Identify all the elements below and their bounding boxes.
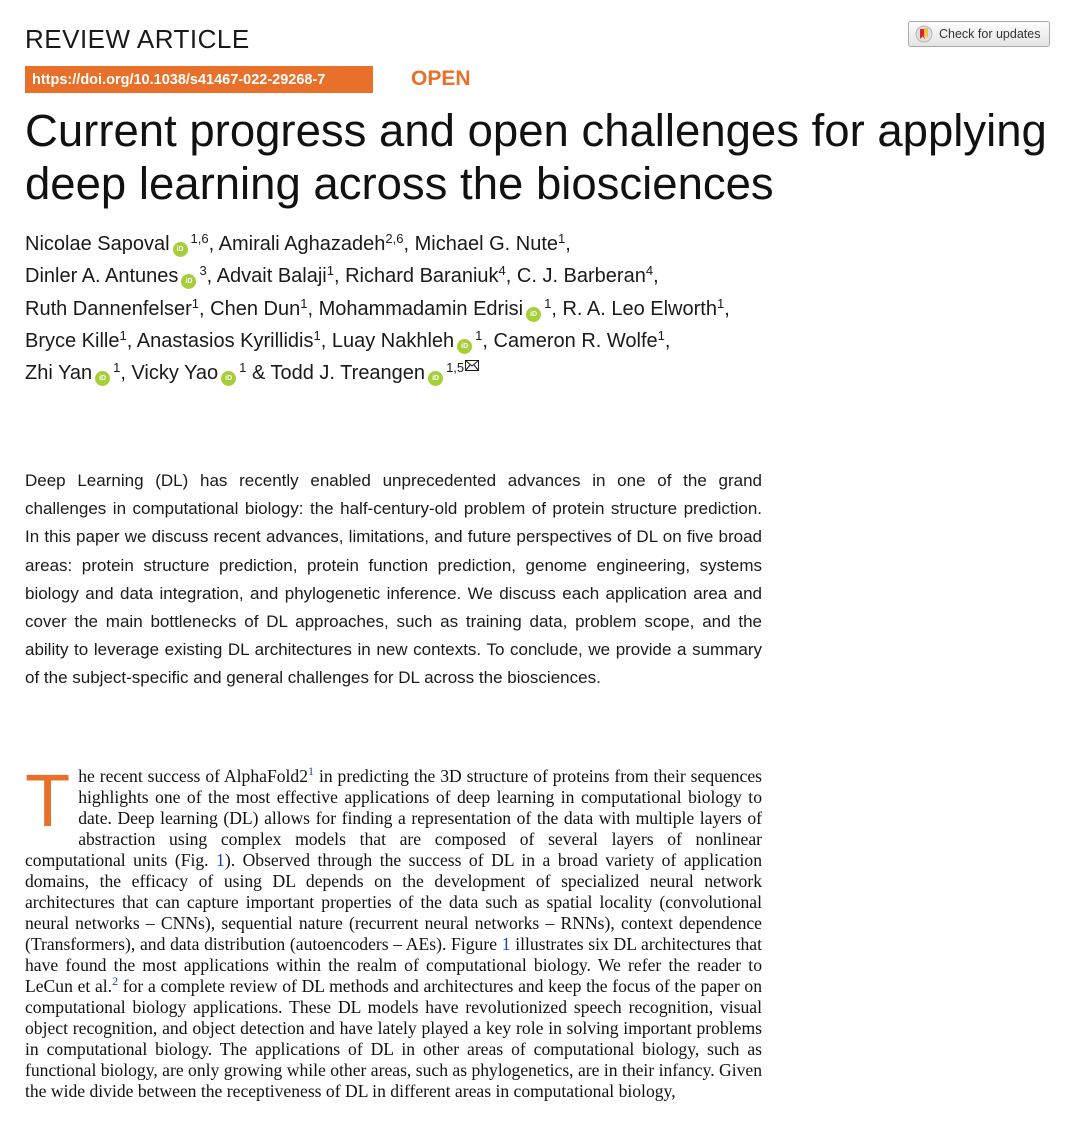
author-entry: [345, 265, 506, 287]
orcid-icon[interactable]: iD: [457, 339, 472, 354]
author-entry: [271, 362, 480, 384]
author-name[interactable]: Bryce Kille: [25, 329, 120, 352]
orcid-icon[interactable]: iD: [428, 371, 443, 386]
abstract: Deep Learning (DL) has recently enabled unprecedented advances in one of the grand challenges in computational biology: the half-century-old problem of protein structure prediction. In this paper we discuss recent advances, limitations, and future perspectives of DL on five broad areas: protein structure prediction, protein function prediction, genome engineering, systems biology and data integration, and phylogenetic inference. We discuss each application area and cover the main bottlenecks of DL approaches, such as training data, problem scope, and the ability to leverage existing DL architectures in new contexts. To conclude, we provide a summary of the subject-specific and general challenges for DL across the biosciences.: [25, 471, 762, 688]
author-entry: [517, 265, 653, 287]
author-entry: [25, 295, 200, 320]
author-affiliation: 1: [300, 295, 308, 311]
author-affiliation: 4: [498, 263, 506, 279]
author-name[interactable]: Nicolae Sapoval: [25, 233, 170, 255]
author-entry: [25, 233, 209, 255]
author-name[interactable]: R. A. Leo Elworth: [562, 297, 717, 320]
check-for-updates-label: Check for updates: [939, 27, 1041, 41]
author-entry: [562, 295, 725, 320]
author-name[interactable]: Ruth Dannenfelser: [25, 297, 192, 320]
author-name[interactable]: Chen Dun: [210, 297, 301, 320]
crossmark-icon: [915, 25, 933, 43]
drop-cap: T: [25, 759, 71, 842]
author-name[interactable]: Cameron R. Wolfe: [493, 329, 658, 352]
body-text-segment: ). Observed through the success of DL in a broad variety of application domains, the efficacy of using DL depends on the development of specialized neural network architectures that can capture important properties of the data such as spatial locality (convolutional neural networks – CNNs), sequential nature (recurrent neural networks – RNNs), context dependence (Transformers), and data distribution (autoencoders – AEs). Figure: [25, 850, 762, 954]
author-entry: [25, 265, 207, 287]
author-entry: [210, 295, 308, 320]
author-name[interactable]: Zhi Yan: [25, 362, 93, 385]
author-name[interactable]: Richard Baraniuk: [345, 265, 499, 288]
check-for-updates-button[interactable]: [908, 21, 1050, 47]
reference-link[interactable]: 1: [308, 764, 315, 778]
author-affiliation: 1: [558, 231, 566, 246]
author-affiliation: 2,6: [385, 231, 404, 246]
author-affiliation: 1,6: [190, 231, 209, 246]
author-affiliation: 1: [313, 327, 321, 343]
author-name[interactable]: Michael G. Nute: [414, 233, 558, 255]
author-entry: [415, 233, 566, 255]
doi-link[interactable]: https://doi.org/10.1038/s41467-022-29268-7: [25, 66, 373, 93]
orcid-icon[interactable]: iD: [95, 371, 110, 386]
author-name[interactable]: Todd J. Treangen: [270, 362, 426, 385]
author-entry: [25, 327, 127, 352]
email-icon[interactable]: [465, 360, 479, 371]
author-affiliation: 1: [716, 295, 725, 311]
body-paragraph: [25, 759, 762, 1102]
author-entry: [131, 362, 246, 384]
author-name[interactable]: Dinler A. Antunes: [25, 265, 179, 288]
author-affiliation: 1: [239, 360, 247, 376]
orcid-icon[interactable]: iD: [181, 274, 196, 289]
author-name[interactable]: Anastasios Kyrillidis: [136, 329, 314, 352]
author-affiliation: 4: [645, 263, 654, 279]
author-affiliation: 3: [199, 263, 207, 279]
figure-link[interactable]: 1: [216, 850, 225, 870]
author-entry: [331, 327, 483, 352]
author-affiliation: 1: [191, 295, 200, 311]
author-affiliation: 1,5: [446, 360, 465, 376]
figure-link[interactable]: 1: [501, 934, 511, 954]
author-entry: [25, 362, 120, 384]
article-type-label: REVIEW ARTICLE: [25, 24, 250, 54]
author-affiliation: 1: [657, 327, 665, 343]
author-affiliation: 1: [113, 360, 121, 376]
body-text-segment: for a complete review of DL methods and architectures and keep the focus of the paper on computational biology applications. These DL models have revolutionized speech recognition, visual object recognition, and object detection and have lately played a key role in solving important problems in computational biology. The applications of DL in other areas of computational biology, such as functional biology, are only growing while other areas, such as phylogenetics, are in their infancy. Given the wide divide between the receptiveness of DL in different areas in computational biology,: [25, 976, 762, 1101]
author-name[interactable]: C. J. Barberan: [516, 265, 646, 288]
author-entry: [217, 265, 334, 287]
orcid-icon[interactable]: iD: [526, 307, 541, 322]
author-entry: [219, 233, 404, 255]
open-access-label: OPEN: [411, 67, 471, 90]
orcid-icon[interactable]: iD: [221, 371, 236, 386]
author-name[interactable]: Vicky Yao: [131, 362, 219, 385]
author-name[interactable]: Advait Balaji: [216, 265, 327, 288]
author-name[interactable]: Amirali Aghazadeh: [218, 233, 386, 255]
author-entry: [136, 327, 321, 352]
author-list: Nicolae Sapoval iD$^{1,6}$, Amirali Aghazadeh$^{2,6}$, Michael G. Nute$^1$, Dinler A. Antunes $iD^3$, Advait Balaji$^1$, Richard Baraniuk$^4$, C. J. Barberan$^4$, Ruth Dannenfelser$^1$, Chen Dun$^1$, Mohammadamin Edrisi $iD^1$, R. A. Leo Elworth$^1$, Bryce Kille$^1$, Anastasios Kyrillidis$^1$, Luay Nakhleh $iD^1$, Cameron R. Wolfe$^1$, Zhi Yan $iD^1$, Vicky Yao $iD^1$ & Todd J. Treangen iD$^{1,5}$: [25, 231, 730, 385]
reference-link[interactable]: 2: [112, 974, 119, 988]
article-title: Current progress and open challenges for applying deep learning across the biosciences: [25, 105, 1047, 209]
body-text-segment: in predicting the 3D structure of proteins from their sequences highlights one of the most effective applications of deep learning in computational biology to date. Deep learning (DL) allows for finding a representation of the data with multiple layers of abstraction using complex models that are composed of several layers of nonlinear computational units (Fig.: [25, 766, 762, 870]
author-affiliation: 1: [326, 263, 334, 279]
author-entry: [493, 327, 665, 352]
author-affiliation: 1: [475, 327, 483, 343]
author-entry: [318, 295, 552, 320]
body-text-segment: illustrates six DL architectures that have found the most applications within the realm of computational biology. We refer the reader to LeCun et al.: [25, 934, 762, 996]
body-text-segment: he recent success of AlphaFold2: [78, 766, 309, 786]
orcid-icon[interactable]: iD: [173, 242, 188, 257]
author-affiliation: 1: [119, 327, 127, 343]
author-name[interactable]: Luay Nakhleh: [331, 329, 455, 352]
author-name[interactable]: Mohammadamin Edrisi: [318, 297, 524, 320]
author-affiliation: 1: [544, 295, 552, 311]
